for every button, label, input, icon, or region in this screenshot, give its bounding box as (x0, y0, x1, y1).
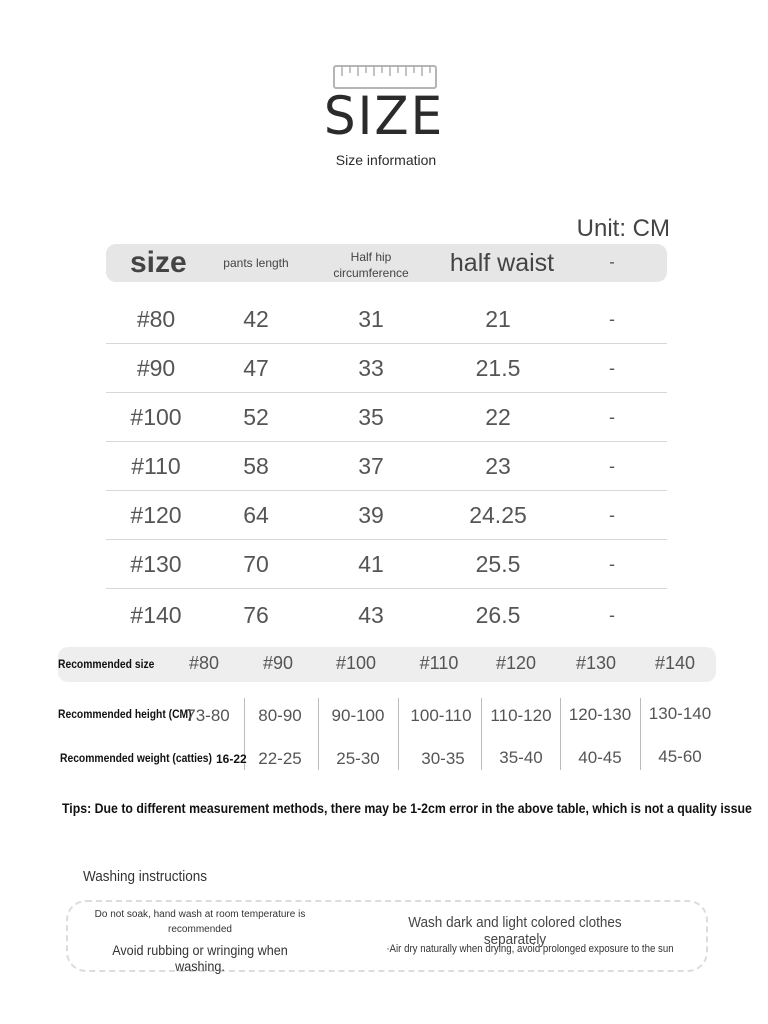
table-row (106, 491, 667, 540)
cell-empty: - (609, 308, 615, 329)
cell-half-waist: 21.5 (475, 354, 521, 381)
washing-note-separate: Wash dark and light colored clothes separately (408, 914, 622, 948)
cell-size: #110 (131, 452, 181, 479)
cell-size: #100 (130, 403, 182, 430)
cell-size: #130 (130, 550, 182, 577)
cell-empty: - (609, 504, 615, 525)
recommended-weight-value: 35-40 (499, 748, 543, 767)
recommended-height-value: 110-120 (490, 706, 552, 725)
cell-half-hip: 41 (358, 550, 384, 577)
recommended-size-value: #120 (495, 653, 537, 673)
cell-pants-length: 64 (243, 501, 269, 528)
cell-pants-length: 58 (243, 452, 269, 479)
column-header-pants-length: pants length (223, 256, 289, 270)
cell-empty: - (609, 553, 615, 574)
recommended-height-label: Recommended height (CM) (58, 707, 192, 721)
recommended-size-label: Recommended size (58, 657, 155, 671)
recommended-weight-value: 25-30 (336, 749, 380, 768)
cell-empty: - (609, 357, 615, 378)
recommended-size-value: #100 (335, 653, 377, 673)
washing-note-rubbing: Avoid rubbing or wringing when washing. (112, 942, 288, 974)
cell-pants-length: 76 (243, 602, 269, 628)
table-row (106, 295, 667, 344)
recommended-height-value: 80-90 (258, 706, 302, 725)
table-row (106, 442, 667, 491)
cell-size: #90 (136, 354, 176, 381)
page-subtitle: Size information (335, 152, 437, 168)
recommended-size-value: #110 (419, 653, 459, 673)
table-row (106, 591, 667, 640)
size-logo-text: SIZE (323, 85, 445, 147)
unit-label: Unit: CM (576, 215, 670, 242)
recommended-weight-value: 45-60 (658, 747, 702, 766)
column-header-size: size (130, 246, 187, 279)
cell-empty: - (609, 406, 615, 427)
recommended-size-value: #130 (575, 653, 617, 673)
recommended-weight-label: Recommended weight (catties) (60, 751, 212, 765)
washing-instructions-title: Washing instructions (83, 868, 208, 885)
recommended-height-value: 73-80 (186, 706, 230, 725)
column-header-half-hip: Half hip circumference (333, 250, 409, 280)
recommended-size-value: #90 (262, 653, 294, 673)
cell-half-waist: 25.5 (475, 550, 521, 577)
recommended-size-value: #140 (654, 653, 696, 673)
column-divider (560, 698, 561, 770)
recommended-height-value: 120-130 (568, 705, 632, 724)
cell-pants-length: 70 (243, 550, 269, 577)
cell-half-hip: 39 (358, 501, 384, 528)
recommended-height-value: 130-140 (648, 704, 712, 723)
cell-half-waist: 23 (485, 452, 511, 479)
cell-half-waist: 26.5 (475, 602, 521, 628)
cell-half-waist: 24.25 (469, 501, 527, 528)
recommended-height-value: 100-110 (410, 706, 472, 725)
cell-pants-length: 42 (243, 305, 269, 332)
recommended-size-value: #80 (188, 653, 220, 673)
washing-note-air-dry: ·Air dry naturally when drying, avoid prolonged exposure to the sun (386, 943, 674, 955)
column-divider (398, 698, 399, 770)
recommended-weight-value: 16-22 (216, 752, 247, 766)
column-divider (640, 698, 641, 770)
table-row (106, 393, 667, 442)
table-row (106, 344, 667, 393)
column-header-half-waist: half waist (449, 248, 555, 277)
cell-half-waist: 21 (485, 305, 511, 332)
cell-empty: - (609, 455, 615, 476)
column-header-empty: - (609, 254, 615, 271)
cell-half-hip: 31 (358, 305, 384, 332)
cell-half-hip: 35 (358, 403, 384, 430)
recommended-weight-value: 40-45 (578, 748, 622, 767)
recommended-weight-value: 22-25 (258, 749, 302, 768)
cell-size: #140 (130, 602, 182, 628)
cell-half-hip: 33 (358, 354, 384, 381)
cell-pants-length: 47 (243, 354, 269, 381)
cell-empty: - (609, 605, 615, 625)
cell-half-hip: 37 (358, 452, 384, 479)
column-divider (318, 698, 319, 770)
cell-half-waist: 22 (485, 403, 511, 430)
cell-pants-length: 52 (243, 403, 269, 430)
table-row (106, 540, 667, 589)
tips-text: Tips: Due to different measurement methods, there may be 1-2cm error in the above table, which is not a quality issue (62, 800, 752, 816)
cell-half-hip: 43 (358, 602, 384, 628)
cell-size: #80 (136, 305, 176, 332)
recommended-height-value: 90-100 (331, 706, 385, 725)
cell-size: #120 (130, 501, 182, 528)
recommended-weight-value: 30-35 (421, 749, 465, 768)
washing-note-soak: Do not soak, hand wash at room temperature is recommended (94, 909, 306, 935)
